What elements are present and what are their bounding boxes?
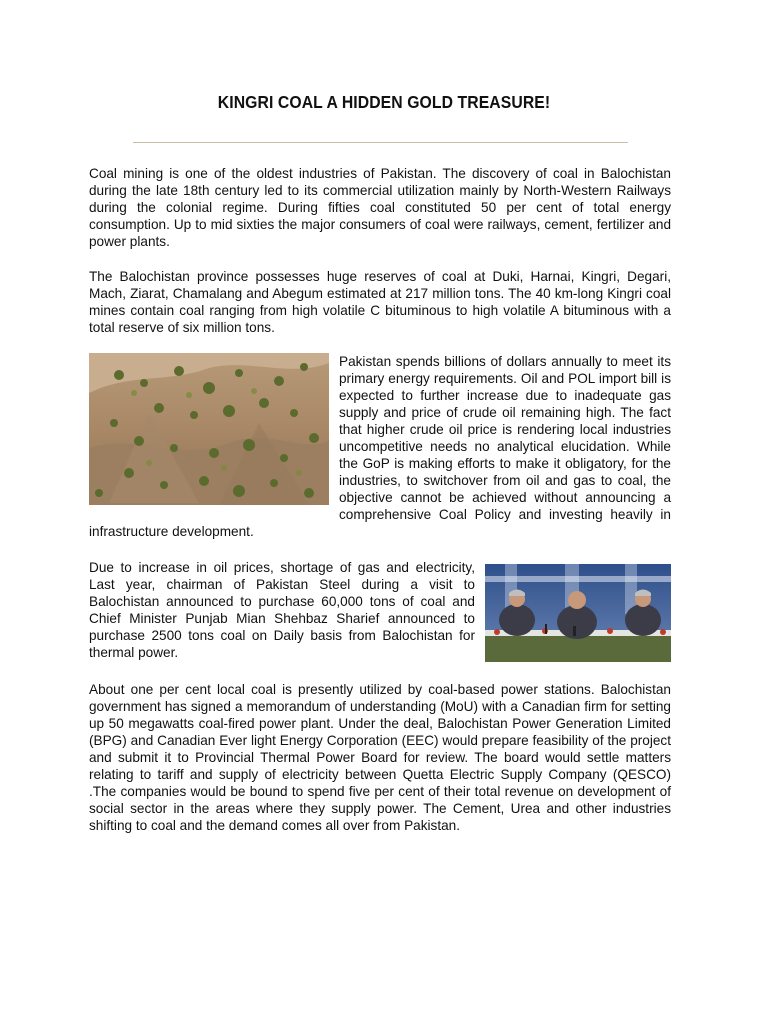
paragraph-coal-reserves: The Balochistan province possesses huge reserves of coal at Duki, Harnai, Kingri, Degari, Mach, Ziarat, Chamalang and Abegum estimated at 217 million tons. The 40 km-long Kingri coal mines contain coal ranging from high volatile C bituminous to high volatile A bituminous with a total reserve of six million tons. <box>89 269 671 335</box>
document-title: KINGRI COAL A HIDDEN GOLD TREASURE! <box>217 92 551 112</box>
mountain-landscape-image <box>89 353 329 505</box>
title-divider <box>133 142 628 143</box>
paragraph-coal-purchases: Due to increase in oil prices, shortage of gas and electricity, Last year, chairman of Pakistan Steel during a visit to Balochistan announced to purchase 60,000 tons of coal and Chief Minister Punjab Mian Shehbaz Sharief announced to purchase 2500 tons coal on Daily basis from Balochistan for thermal power. <box>89 560 475 660</box>
kingri-hills-photo <box>89 353 329 505</box>
paragraph-coal-history: Coal mining is one of the oldest industries of Pakistan. The discovery of coal in Balochistan during the late 18th century led to its commercial utilization mainly by North-Western Railways during the colonial regime. During fifties coal constituted 50 per cent of total energy consumption. Up to mid sixties the major consumers of coal were railways, cement, fertilizer and power plants. <box>89 166 671 249</box>
paragraph-energy-requirements-block <box>89 353 671 540</box>
press-conference-photo <box>485 564 671 662</box>
paragraph-power-plant-deal: About one per cent local coal is presently utilized by coal-based power stations. Balochistan government has signed a memorandum of understanding (MoU) with a Canadian firm for setting up 50 megawatts coal-fired power plant. Under the deal, Balochistan Power Generation Limited (BPG) and Canadian Ever light Energy Corporation (EEC) would prepare feasibility of the project and submit it to Provincial Thermal Power Board for review. The board would settle matters relating to tariff and supply of electricity between Quetta Electric Supply Company (QESCO) .The companies would be bound to spend five per cent of their total revenue on development of social sector in the areas where they supply power. The Cement, Urea and other industries shifting to coal and the demand comes all over from Pakistan. <box>89 682 671 833</box>
paragraph-coal-purchases-block <box>89 559 671 666</box>
officials-meeting-image <box>485 564 671 662</box>
paragraph-energy-requirements: Pakistan spends billions of dollars annually to meet its primary energy requirements. Oil and POL import bill is expected to further increase due to inadequate gas supply and price of crude oil remaining high. The fact that higher crude oil price is rendering local industries uncompetitive needs no analytical elucidation. While the GoP is making efforts to make it obligatory, for the industries, to switchover from oil and gas to coal, the objective cannot be achieved without announcing a comprehensive Coal Policy and investing heavily in infrastructure development. <box>89 354 671 539</box>
